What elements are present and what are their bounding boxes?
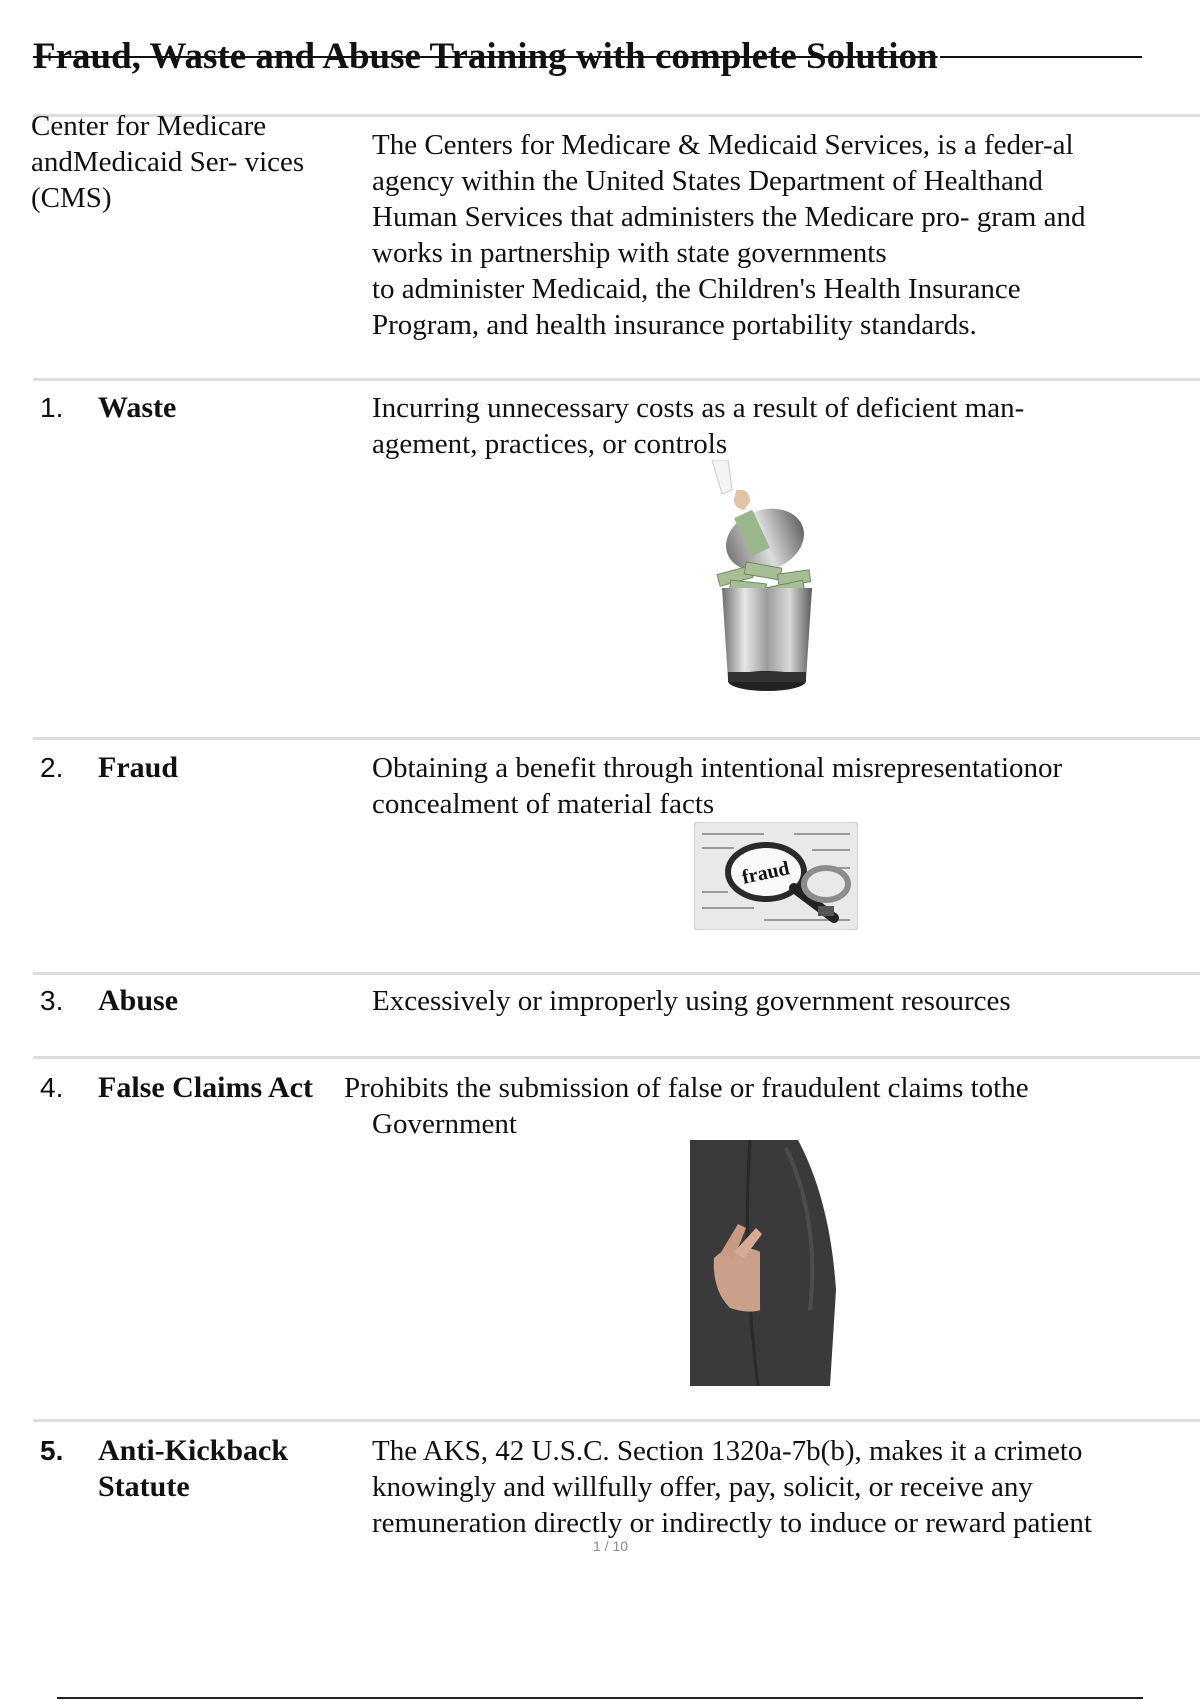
definition-abuse: Excessively or improperly using government resources <box>372 985 1011 1017</box>
row-number-abuse: 3. <box>40 985 64 1016</box>
definition-line: Government <box>372 1108 517 1140</box>
row-number-fraud: 2. <box>40 752 64 783</box>
row-number-anti-kickback: 5. <box>40 1435 64 1466</box>
fraud-image-label: fraud <box>740 857 792 889</box>
definition-false-claims-act <box>344 1070 1159 1142</box>
definition-false-claims-act-text <box>344 1070 1159 1142</box>
definition-anti-kickback-statute: The AKS, 42 U.S.C. Section 1320a-7b(b), makes it a crimeto knowingly and willfully offer, pay, solicit, or receive any remuneration directly or indirectly to induce or reward patient <box>372 1435 1092 1539</box>
term-waste: Waste <box>98 391 177 424</box>
definition-line: Prohibits the submission of false or fraudulent claims tothe <box>344 1072 1029 1104</box>
title-rule <box>940 56 1142 58</box>
footer-rule <box>57 1697 1143 1699</box>
term-false-claims-act: False Claims Act <box>98 1071 313 1104</box>
row-divider <box>33 1419 1200 1422</box>
fraud-magnifier-handcuffs-icon <box>694 822 858 930</box>
term-fraud: Fraud <box>98 751 179 784</box>
row-divider <box>33 378 1200 381</box>
row-number-false-claims: 4. <box>40 1072 64 1103</box>
row-divider <box>33 972 1200 975</box>
crossed-fingers-behind-back-icon <box>690 1140 838 1386</box>
row-number-waste: 1. <box>40 392 64 423</box>
document-title: Fraud, Waste and Abuse Training with complete Solution <box>33 36 938 77</box>
term-abuse: Abuse <box>98 984 179 1017</box>
term-anti-kickback-statute: Anti-Kickback Statute <box>98 1434 289 1503</box>
row-divider <box>33 737 1200 740</box>
cms-term: Center for Medicare andMedicaid Ser- vices (CMS) <box>31 110 305 214</box>
definition-waste: Incurring unnecessary costs as a result of deficient man- agement, practices, or controls <box>372 392 1025 460</box>
definition-fraud: Obtaining a benefit through intentional misrepresentationor concealment of material facts <box>372 752 1063 820</box>
money-trash-can-icon <box>700 460 835 700</box>
row-divider <box>33 1056 1200 1059</box>
page-indicator: 1 / 10 <box>593 1538 629 1554</box>
cms-definition: The Centers for Medicare & Medicaid Services, is a feder-al agency within the United States Department of Healthand Human Services that administers the Medicare pro- gram and works in partnership with state governments to administer Medicaid, the Children's Health Insurance Program, and health insurance portability standards. <box>372 129 1086 341</box>
